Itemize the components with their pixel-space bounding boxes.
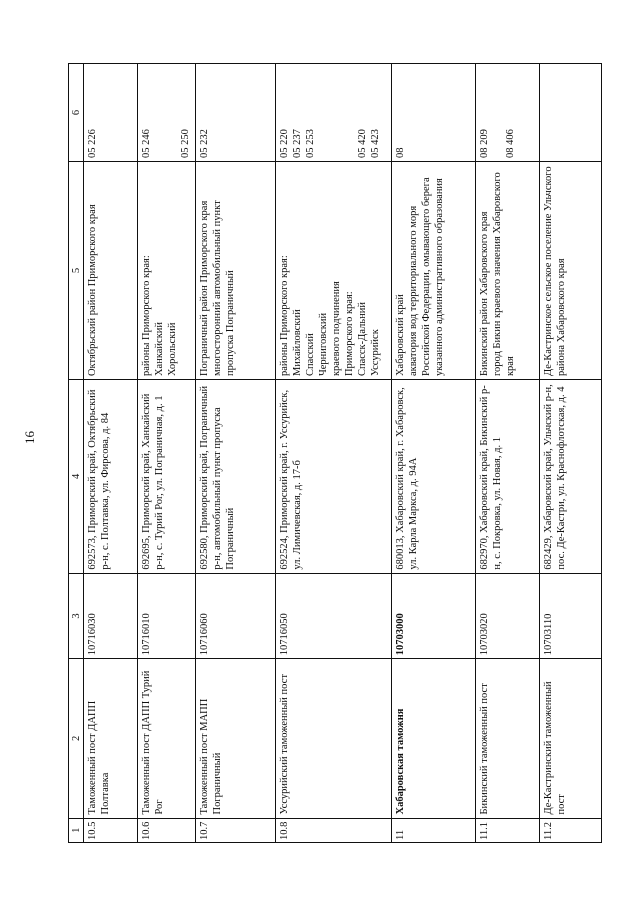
table-row xyxy=(392,64,476,843)
territory-cell xyxy=(196,162,276,380)
territory-line: районы Приморского края: xyxy=(141,255,152,377)
customs-office-code: 10703110 xyxy=(540,573,602,659)
territory-line: районы Приморского края: xyxy=(279,255,290,377)
oktmo-code: 08 xyxy=(395,147,406,159)
rotated-table-container xyxy=(68,63,588,843)
territory-line: Спасский xyxy=(305,333,316,377)
header-col-2: 2 xyxy=(69,659,84,818)
customs-office-code: 10716050 xyxy=(276,573,392,659)
customs-office-address: 682429, Хабаровский край, Ульчский р-н, пос. Де-Кастри, ул. Краснофлотская, д. 4 xyxy=(540,380,602,574)
table-row xyxy=(276,64,392,843)
territory-line: многосторонний автомобильный пункт пропуска Пограничный xyxy=(212,200,236,377)
table-row xyxy=(138,64,196,843)
table-row xyxy=(84,64,138,843)
territory-line: акватория вод территориального моря Российской Федерации, омывающего берега указанного административного образования xyxy=(408,177,445,377)
customs-office-address: 682970, Хабаровский край, Бикинский р-н, с. Покровка, ул. Новая, д. 1 xyxy=(476,380,540,574)
customs-office-address: 692580, Приморский край, Пограничный р-н, автомобильный пункт пропуска Пограничный xyxy=(196,380,276,574)
oktmo-code: 08 209 xyxy=(479,129,490,159)
oktmo-code: 05 220 xyxy=(279,129,290,159)
territory-line: Михайловский xyxy=(292,309,303,377)
territory-line: краевого подчинения xyxy=(331,281,342,377)
customs-office-code: 10716060 xyxy=(196,573,276,659)
territory-cell xyxy=(392,162,476,380)
oktmo-cell xyxy=(84,64,138,162)
customs-office-name: Таможенный пост ДАПП Турий Рог xyxy=(138,659,196,818)
territory-line: Приморского края: xyxy=(344,291,355,377)
territory-line: Октябрьский район Приморского края xyxy=(87,204,98,377)
page-number: 16 xyxy=(22,431,37,444)
customs-office-address: 692695, Приморский край, Ханкайский р-н, с. Турий Рог, ул. Пограничная, д. 1 xyxy=(138,380,196,574)
header-col-4: 4 xyxy=(69,380,84,574)
customs-office-code: 10716010 xyxy=(138,573,196,659)
customs-office-name: Таможенный пост МАПП Пограничный xyxy=(196,659,276,818)
territory-line: Бикинский район Хабаровского края xyxy=(479,211,490,377)
table-row xyxy=(196,64,276,843)
territory-line: Пограничный район Приморского края xyxy=(199,200,210,377)
customs-office-name: Таможенный пост ДАПП Полтавка xyxy=(84,659,138,818)
row-number: 11 xyxy=(392,818,476,842)
territory-line: Де-Кастринское сельское поселение Ульчского района Хабаровского края xyxy=(543,166,567,377)
table-row xyxy=(540,64,602,843)
oktmo-spacer xyxy=(491,67,504,158)
header-col-1: 1 xyxy=(69,818,84,842)
row-number: 10.5 xyxy=(84,818,138,842)
header-col-6: 6 xyxy=(69,64,84,162)
oktmo-cell xyxy=(392,64,476,162)
oktmo-code: 05 237 xyxy=(292,129,303,159)
oktmo-code: 05 232 xyxy=(199,129,210,159)
customs-office-code: 10703000 xyxy=(392,573,476,659)
customs-table xyxy=(68,63,602,843)
row-number: 11.2 xyxy=(540,818,602,842)
customs-office-name: Хабаровская таможня xyxy=(392,659,476,818)
territory-line: Черниговский xyxy=(318,312,329,377)
customs-office-code: 10716030 xyxy=(84,573,138,659)
customs-office-code: 10703020 xyxy=(476,573,540,659)
territory-cell xyxy=(138,162,196,380)
row-number: 11.1 xyxy=(476,818,540,842)
oktmo-cell xyxy=(196,64,276,162)
oktmo-code: 05 250 xyxy=(180,129,191,159)
header-row xyxy=(69,64,84,843)
customs-office-name: Уссурийский таможенный пост xyxy=(276,659,392,818)
oktmo-spacer xyxy=(153,67,179,158)
territory-line: Спасск-Дальний xyxy=(357,302,368,377)
oktmo-code: 05 246 xyxy=(141,129,152,159)
territory-line: Хабаровский край xyxy=(395,294,406,377)
row-number: 10.8 xyxy=(276,818,392,842)
oktmo-cell xyxy=(276,64,392,162)
oktmo-code: 05 226 xyxy=(87,129,98,159)
header-col-5: 5 xyxy=(69,162,84,380)
oktmo-cell xyxy=(138,64,196,162)
territory-cell xyxy=(276,162,392,380)
oktmo-code: 08 406 xyxy=(505,129,516,159)
row-number: 10.6 xyxy=(138,818,196,842)
territory-cell xyxy=(540,162,602,380)
oktmo-code: 05 423 xyxy=(370,129,381,159)
territory-line: город Бикин краевого значения Хабаровского края xyxy=(492,172,516,377)
oktmo-cell xyxy=(476,64,540,162)
territory-line: Уссурийск xyxy=(370,329,381,377)
oktmo-spacer xyxy=(317,67,356,158)
territory-cell xyxy=(84,162,138,380)
table-row xyxy=(476,64,540,843)
row-number: 10.7 xyxy=(196,818,276,842)
oktmo-cell xyxy=(540,64,602,162)
territory-line: Ханкайский xyxy=(154,321,165,377)
header-col-3: 3 xyxy=(69,573,84,659)
territory-line: Хорольский xyxy=(167,322,178,377)
territory-cell xyxy=(476,162,540,380)
customs-office-name: Бикинский таможенный пост xyxy=(476,659,540,818)
customs-office-address: 680013, Хабаровский край, г. Хабаровск, ул. Карла Маркса, д. 94А xyxy=(392,380,476,574)
customs-office-address: 692573, Приморский край, Октябрьский р-н, с. Полтавка, ул. Фирсова, д. 84 xyxy=(84,380,138,574)
customs-office-name: Де-Кастринский таможенный пост xyxy=(540,659,602,818)
customs-office-address: 692524, Приморский край, г. Уссурийск, ул. Лимичевская, д. 17-б xyxy=(276,380,392,574)
oktmo-code: 05 253 xyxy=(305,129,316,159)
oktmo-code: 05 420 xyxy=(357,129,368,159)
